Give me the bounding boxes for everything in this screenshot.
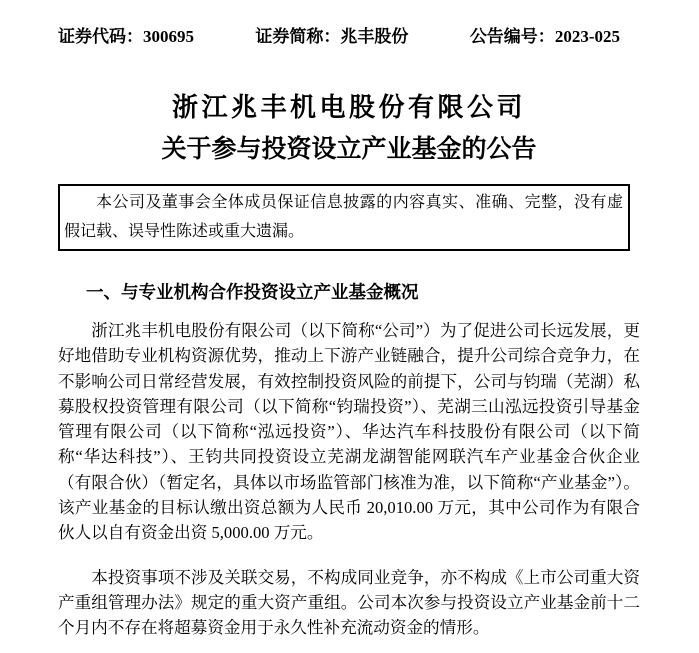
- announcement-title: 关于参与投资设立产业基金的公告: [161, 135, 537, 163]
- announcement-number-value: 2023-025: [554, 27, 620, 46]
- stock-code-label: 证券代码：: [58, 27, 143, 46]
- stock-code-value: 300695: [143, 27, 194, 46]
- stock-name-label: 证券简称：: [255, 27, 341, 46]
- stock-name-value: 兆丰股份: [340, 27, 409, 46]
- announcement-number-label: 公告编号：: [469, 27, 555, 46]
- disclaimer-text: 本公司及董事会全体成员保证信息披露的内容真实、准确、完整，没有虚假记载、误导性陈述或重大遗漏。: [64, 194, 623, 240]
- stock-code: [58, 26, 194, 47]
- body-paragraph-2: 本投资事项不涉及关联交易，不构成同业竞争，亦不构成《上市公司重大资产重组管理办法》规定的重大资产重组。公司本次参与投资设立产业基金前十二个月内不存在将超募资金用于永久性补充流动资金的情形。: [58, 567, 640, 638]
- document-header: [58, 26, 640, 47]
- stock-name: [255, 26, 408, 47]
- company-name-title: 浙江兆丰机电股份有限公司: [171, 93, 526, 122]
- announcement-number: [470, 26, 620, 47]
- body-paragraph-1: 浙江兆丰机电股份有限公司（以下简称“公司”）为了促进公司长远发展，更好地借助专业机构资源优势，推动上下游产业链融合，提升公司综合竞争力，在不影响公司日常经营发展，有效控制投资风险的前提下，公司与钧瑞（芜湖）私募股权投资管理有限公司（以下简称“钧瑞投资”）、芜湖三山泓远投资引导基金管理有限公司（以下简称“泓远投资”）、华达汽车科技股份有限公司（以下简称“华达科技”）、王钧共同投资设立芜湖龙湖智能网联汽车产业基金合伙企业（有限合伙）（暂定名，具体以市场监管部门核准为准，以下简称“产业基金”）。该产业基金的目标认缴出资总额为人民币 20,010.00 万元，其中公司作为有限合伙人以自有资金出资 5,000.00 万元。: [58, 321, 640, 543]
- disclaimer-box: [58, 184, 630, 251]
- section-heading: 一、与专业机构合作投资设立产业基金概况: [86, 282, 419, 302]
